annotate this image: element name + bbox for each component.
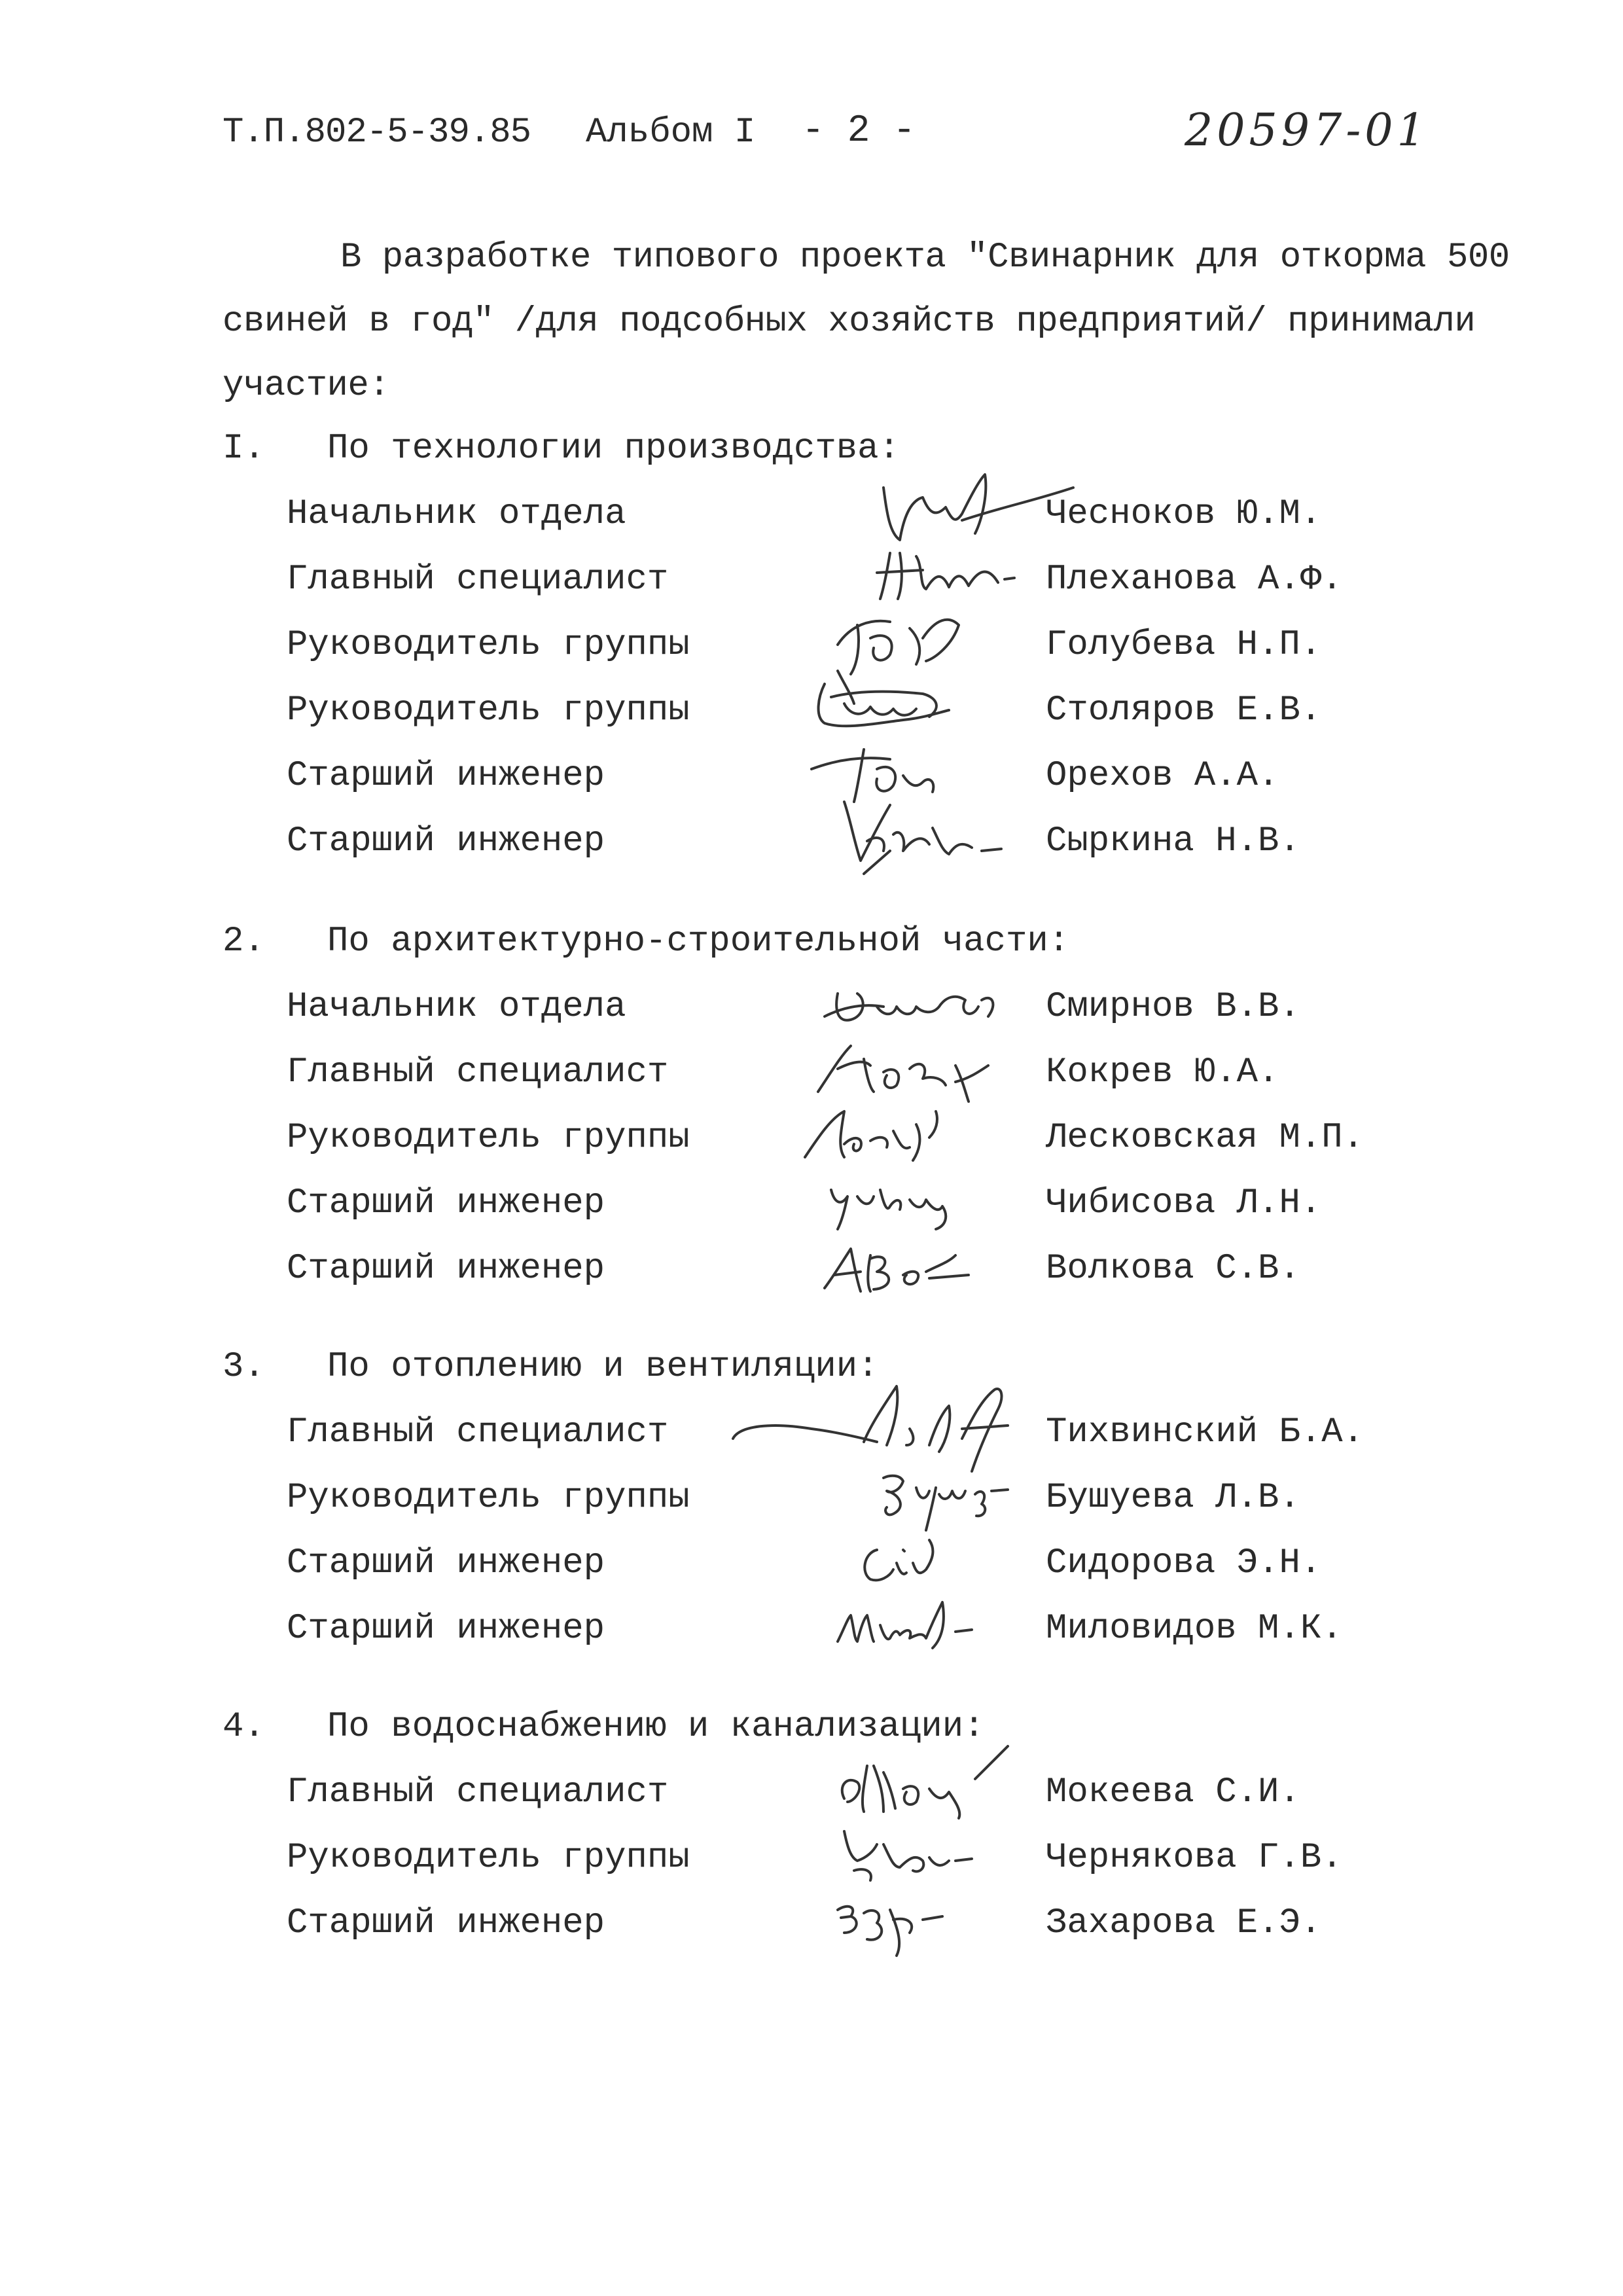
section-heading-technology bbox=[223, 429, 900, 469]
staff-role: Старший инженер bbox=[287, 756, 605, 796]
section-title: По водоснабжению и канализации: bbox=[327, 1707, 985, 1747]
staff-name: Миловидов М.К. bbox=[1046, 1609, 1343, 1649]
staff-name: Бушуева Л.В. bbox=[1046, 1478, 1300, 1518]
staff-name: Лесковская М.П. bbox=[1046, 1118, 1364, 1158]
staff-name: Кокрев Ю.А. bbox=[1046, 1052, 1279, 1092]
staff-role: Начальник отдела bbox=[287, 494, 626, 534]
staff-name: Сыркина Н.В. bbox=[1046, 821, 1300, 861]
staff-role: Руководитель группы bbox=[287, 625, 690, 665]
staff-role: Старший инженер bbox=[287, 1543, 605, 1583]
staff-role: Руководитель группы bbox=[287, 1118, 690, 1158]
staff-role: Главный специалист bbox=[287, 1412, 669, 1452]
staff-name: Смирнов В.В. bbox=[1046, 987, 1300, 1027]
section-title: По отоплению и вентиляции: bbox=[327, 1347, 879, 1387]
staff-name: Плеханова А.Ф. bbox=[1046, 560, 1343, 600]
staff-name: Столяров Е.В. bbox=[1046, 691, 1322, 730]
staff-row bbox=[0, 821, 1623, 874]
staff-name: Чибисова Л.Н. bbox=[1046, 1183, 1322, 1223]
staff-role: Старший инженер bbox=[287, 1183, 605, 1223]
staff-name: Чесноков Ю.М. bbox=[1046, 494, 1322, 534]
staff-row bbox=[0, 1412, 1623, 1465]
staff-row bbox=[0, 1772, 1623, 1825]
staff-row bbox=[0, 494, 1623, 547]
section-number: 4. bbox=[223, 1707, 265, 1747]
staff-role: Главный специалист bbox=[287, 1772, 669, 1812]
staff-row bbox=[0, 1543, 1623, 1596]
handwritten-signature bbox=[818, 1576, 1054, 1674]
staff-row bbox=[0, 1903, 1623, 1956]
album-label: Альбом I bbox=[586, 113, 756, 152]
handwritten-signature bbox=[825, 789, 1060, 887]
staff-name: Голубева Н.П. bbox=[1046, 625, 1322, 665]
section-number: 2. bbox=[223, 922, 265, 961]
staff-role: Главный специалист bbox=[287, 1052, 669, 1092]
section-title: По технологии производства: bbox=[327, 429, 900, 469]
staff-row bbox=[0, 756, 1623, 808]
staff-role: Руководитель группы bbox=[287, 1478, 690, 1518]
document-code: Т.П.802-5-39.85 bbox=[223, 113, 531, 152]
handwritten-signature bbox=[798, 1216, 1034, 1314]
staff-name: Сидорова Э.Н. bbox=[1046, 1543, 1322, 1583]
staff-role: Руководитель группы bbox=[287, 691, 690, 730]
archive-number: 20597-01 bbox=[1185, 105, 1429, 156]
staff-name: Захарова Е.Э. bbox=[1046, 1903, 1322, 1943]
staff-name: Чернякова Г.В. bbox=[1046, 1838, 1343, 1878]
staff-role: Старший инженер bbox=[287, 821, 605, 861]
staff-role: Старший инженер bbox=[287, 1903, 605, 1943]
staff-role: Старший инженер bbox=[287, 1609, 605, 1649]
staff-name: Волкова С.В. bbox=[1046, 1249, 1300, 1289]
staff-row bbox=[0, 1249, 1623, 1301]
staff-role: Главный специалист bbox=[287, 560, 669, 600]
section-title: По архитектурно-строительной части: bbox=[327, 922, 1070, 961]
staff-role: Руководитель группы bbox=[287, 1838, 690, 1878]
staff-role: Начальник отдела bbox=[287, 987, 626, 1027]
staff-row bbox=[0, 1609, 1623, 1661]
staff-name: Мокеева С.И. bbox=[1046, 1772, 1300, 1812]
section-number: I. bbox=[223, 429, 265, 469]
staff-name: Тихвинский Б.А. bbox=[1046, 1412, 1364, 1452]
section-number: 3. bbox=[223, 1347, 265, 1387]
page-number: - 2 - bbox=[802, 110, 916, 152]
staff-name: Орехов А.А. bbox=[1046, 756, 1279, 796]
intro-paragraph: В разработке типового проекта "Свинарник для откорма 500 свиней в год" /для подсобных хозяйств предприятий/ принимали участие: bbox=[223, 238, 1510, 406]
staff-role: Старший инженер bbox=[287, 1249, 605, 1289]
staff-row bbox=[0, 1478, 1623, 1530]
handwritten-signature bbox=[812, 1871, 1047, 1969]
